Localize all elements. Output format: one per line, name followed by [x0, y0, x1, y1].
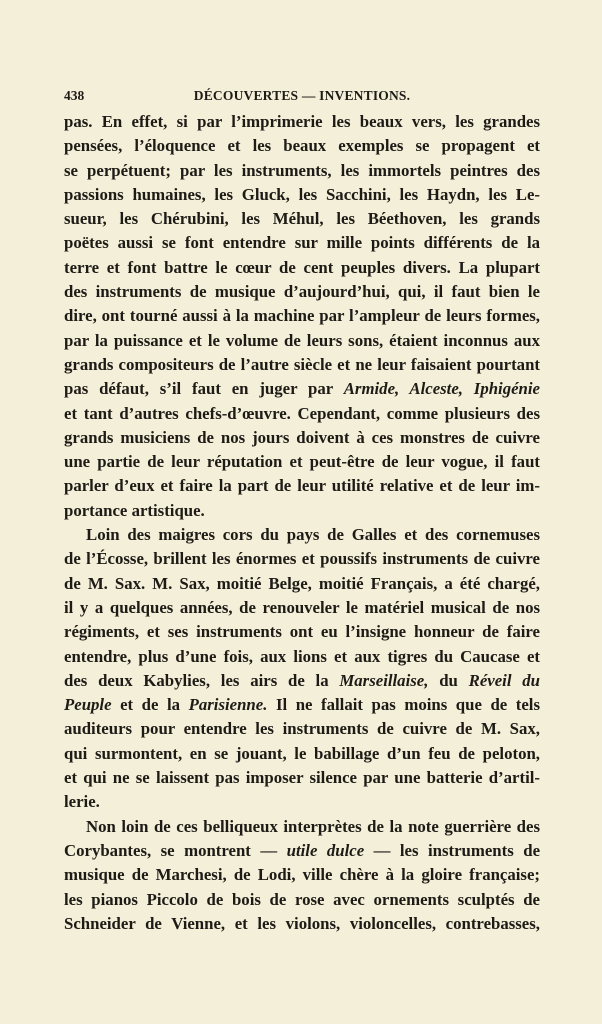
text-line: grands compositeurs de l’autre siècle et ne leur faisaient pourtant — [64, 354, 540, 374]
text-line: pas défaut, s’il faut en juger par Armide, Alceste, Iphigénie — [64, 379, 540, 399]
text-line: se perpétuent; par les instruments, les immortels peintres des — [64, 160, 540, 180]
running-header — [64, 86, 540, 108]
text-line: poëtes aussi se font entendre sur mille points différents de la — [64, 233, 540, 253]
text-line: portance artistique. — [64, 500, 205, 520]
text-line: il y a quelques années, de renouveler le matériel musical de nos — [64, 597, 540, 617]
text-line: Corybantes, se montrent — utile dulce — les instruments de — [64, 840, 540, 860]
text-line: Loin des maigres cors du pays de Galles et des cornemuses — [86, 525, 540, 545]
text-line: de l’Écosse, brillent les énormes et poussifs instruments de cuivre — [64, 549, 540, 569]
text-line: de M. Sax. M. Sax, moitié Belge, moitié Français, a été chargé, — [64, 573, 540, 593]
text-line: terre et font battre le cœur de cent peuples divers. La plupart — [64, 257, 540, 277]
text-line: des deux Kabylies, les airs de la Marseillaise, du Réveil du — [64, 670, 540, 690]
text-line: grands musiciens de nos jours doivent à ces monstres de cuivre — [64, 427, 540, 447]
text-line: Schneider de Vienne, et les violons, violoncelles, contrebasses, — [64, 913, 540, 933]
text-line: lerie. — [64, 792, 100, 812]
text-line: entendre, plus d’une fois, aux lions et aux tigres du Caucase et — [64, 646, 540, 666]
body-text — [64, 110, 540, 936]
text-line: Peuple et de la Parisienne. Il ne fallait pas moins que de tels — [64, 695, 540, 715]
text-line: pas. En effet, si par l’imprimerie les beaux vers, les grandes — [64, 112, 540, 131]
text-line: par la puissance et le volume de leurs sons, étaient inconnus aux — [64, 330, 540, 350]
text-line: et qui ne se laissent pas imposer silence par une batterie d’artil- — [64, 768, 540, 788]
text-line: les pianos Piccolo de bois de rose avec ornements sculptés de — [64, 889, 540, 909]
text-line: des instruments de musique d’aujourd’hui, qui, il faut bien le — [64, 282, 540, 302]
text-line: régiments, et ses instruments ont eu l’insigne honneur de faire — [64, 622, 540, 642]
text-line: sueur, les Chérubini, les Méhul, les Béethoven, les grands — [64, 209, 540, 229]
text-line: passions humaines, les Gluck, les Sacchini, les Haydn, les Le- — [64, 184, 540, 204]
text-line: parler d’eux et faire la part de leur utilité relative et de leur im- — [64, 476, 540, 496]
text-line: musique de Marchesi, de Lodi, ville chère à la gloire française; — [64, 865, 540, 885]
text-line: auditeurs pour entendre les instruments de cuivre de M. Sax, — [64, 719, 540, 739]
text-line: dire, ont tourné aussi à la machine par l’ampleur de leurs formes, — [64, 306, 540, 326]
text-line: pensées, l’éloquence et les beaux exemples se propagent et — [64, 136, 540, 156]
page-number: 438 — [64, 88, 85, 103]
text-line: une partie de leur réputation et peut-être de leur vogue, il faut — [64, 452, 540, 472]
text-line: qui surmontent, en se jouant, le babillage d’un feu de peloton, — [64, 743, 540, 763]
running-title: DÉCOUVERTES — INVENTIONS. — [193, 88, 411, 103]
text-line: Non loin de ces belliqueux interprètes de la note guerrière des — [86, 816, 540, 836]
text-line: et tant d’autres chefs-d’œuvre. Cependant, comme plusieurs des — [64, 403, 540, 423]
